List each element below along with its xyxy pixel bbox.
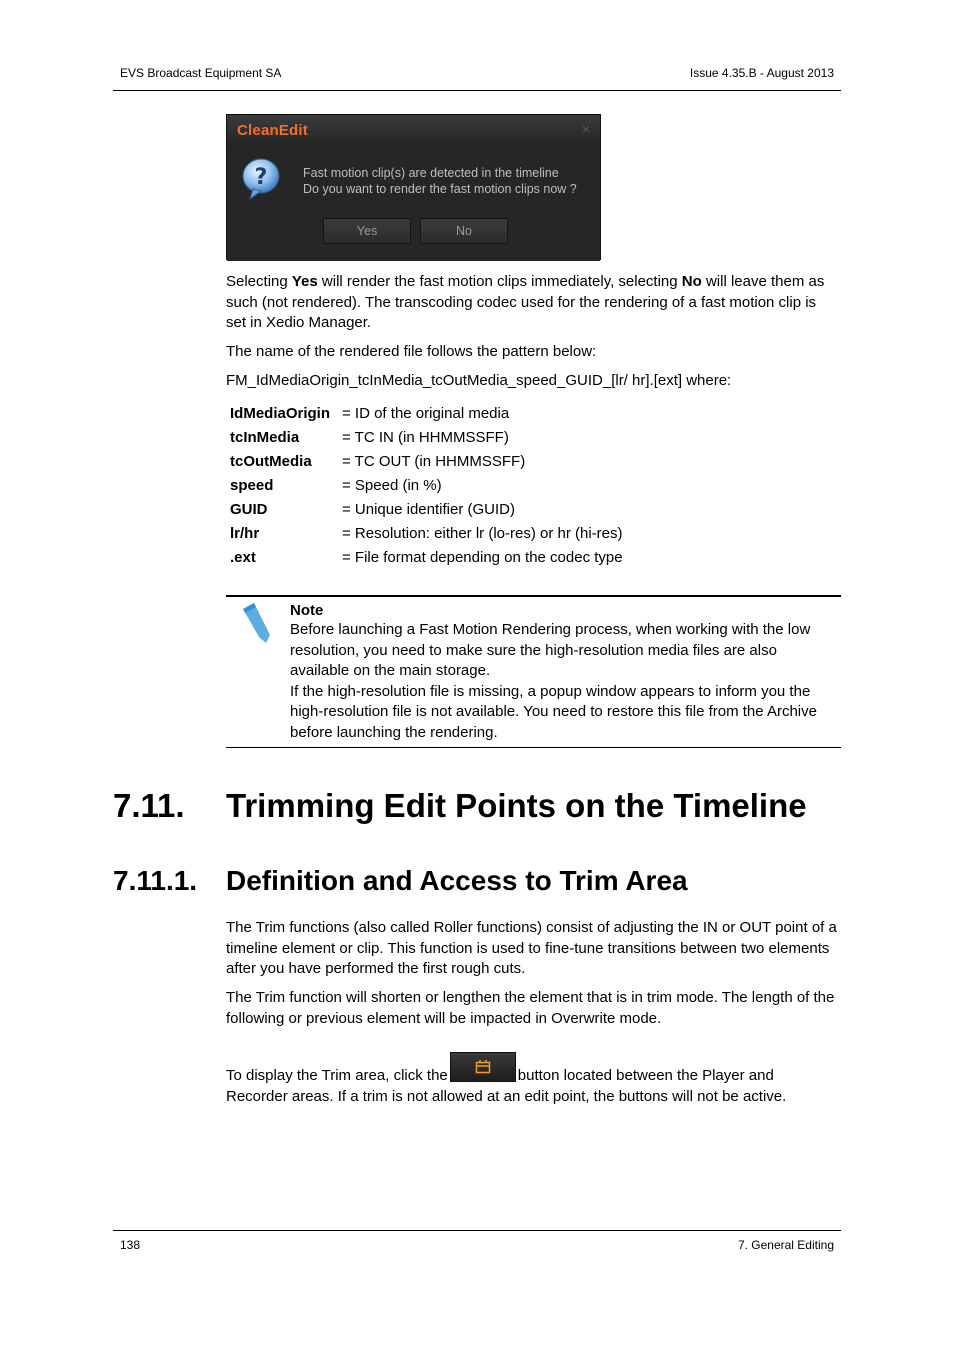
definition-term: GUID: [230, 500, 268, 518]
definition-table: [226, 401, 627, 569]
definition-row: [226, 545, 627, 569]
definition-desc: = File format depending on the codec type: [342, 548, 623, 566]
paragraph-pattern-intro: The name of the rendered file follows the pattern below:: [226, 343, 597, 360]
subsection-number: 7.11.1.: [113, 865, 198, 896]
paragraph-selecting: [226, 272, 838, 334]
section-title: Trimming Edit Points on the Timeline: [226, 787, 807, 824]
paragraph-trim-def: The Trim functions (also called Roller functions) consist of adjusting the IN or OUT point of a timeline element or clip. This function is used to fine-tune transitions between two elements after you have performed the first rough cuts.: [226, 919, 837, 977]
footer-chapter: 7. General Editing: [737, 1238, 834, 1252]
question-icon: [241, 157, 281, 201]
trim-icon: [475, 1059, 491, 1075]
note-paragraph: If the high-resolution file is missing, a popup window appears to inform you the high-resolution file is not available. You need to restore this file from the Archive before launching the rendering.: [290, 682, 817, 741]
dialog-message-line1: Fast motion clip(s) are detected in the timeline: [303, 166, 559, 180]
footer-page-number: 138: [120, 1238, 141, 1252]
note-text: [290, 620, 840, 743]
close-icon[interactable]: ×: [581, 121, 590, 137]
paragraph-pattern: FM_IdMediaOrigin_tcInMedia_tcOutMedia_speed_GUID_[lr/ hr].[ext] where:: [226, 372, 732, 389]
dialog-body: [227, 145, 600, 261]
trim-area-button[interactable]: [450, 1052, 516, 1082]
definition-term: tcOutMedia: [230, 452, 312, 470]
definition-term: IdMediaOrigin: [230, 404, 331, 422]
text-run: Selecting: [226, 273, 292, 290]
section-number: 7.11.: [113, 787, 185, 824]
dialog-title: CleanEdit: [237, 122, 308, 139]
text-run: To display the Trim area, click the: [226, 1067, 448, 1084]
dialog-message-line2: Do you want to render the fast motion clips now ?: [303, 182, 577, 196]
header-issue: Issue 4.35.B - August 2013: [689, 66, 834, 80]
definition-row: [226, 425, 627, 449]
definition-row: [226, 449, 627, 473]
yes-button[interactable]: Yes: [323, 218, 411, 244]
cleanedit-dialog: [226, 114, 601, 260]
header-rule: [113, 90, 841, 91]
note-top-rule: [226, 595, 841, 597]
svg-text:?: ?: [254, 165, 268, 190]
note-paragraph: Before launching a Fast Motion Rendering process, when working with the low resolution, you need to make sure the high-resolution media files are also available on the main storage.: [290, 621, 811, 679]
definition-term: speed: [230, 476, 274, 494]
text-bold-no: No: [681, 273, 702, 290]
note-title: Note: [290, 602, 324, 619]
definition-row: [226, 473, 627, 497]
definition-term: tcInMedia: [230, 428, 300, 446]
no-button[interactable]: No: [420, 218, 508, 244]
header-company: EVS Broadcast Equipment SA: [120, 66, 282, 80]
pencil-icon: [240, 601, 274, 643]
footer-rule: [113, 1230, 841, 1231]
paragraph-trim-function: The Trim function will shorten or lengthen the element that is in trim mode. The length of the following or previous element will be impacted in Overwrite mode.: [226, 989, 835, 1027]
dialog-message: [303, 165, 577, 197]
text-bold-yes: Yes: [291, 273, 318, 290]
definition-row: [226, 521, 627, 545]
dialog-titlebar: [227, 115, 600, 145]
subsection-title: Definition and Access to Trim Area: [226, 865, 688, 896]
definition-desc: = TC OUT (in HHMMSSFF): [342, 452, 526, 470]
definition-row: [226, 497, 627, 521]
definition-desc: = TC IN (in HHMMSSFF): [342, 428, 509, 446]
definition-term: lr/hr: [230, 524, 260, 542]
note-bottom-rule: [226, 747, 841, 748]
paragraph-trim-access: [226, 1052, 838, 1107]
definition-desc: = ID of the original media: [342, 404, 510, 422]
definition-desc: = Resolution: either lr (lo-res) or hr (hi-res): [342, 524, 623, 542]
definition-desc: = Speed (in %): [342, 476, 442, 494]
definition-term: .ext: [230, 548, 256, 566]
text-run: will leave them as such (not rendered). The transcoding codec used for the rendering of a fast motion clip is set in Xedio Manager.: [226, 273, 825, 331]
text-run: button located between the Player and Recorder areas. If a trim is not allowed at an edit point, the buttons will not be active.: [226, 1067, 787, 1105]
text-run: will render the fast motion clips immediately, selecting: [317, 273, 682, 290]
definition-row: [226, 401, 627, 425]
definition-desc: = Unique identifier (GUID): [342, 500, 515, 518]
